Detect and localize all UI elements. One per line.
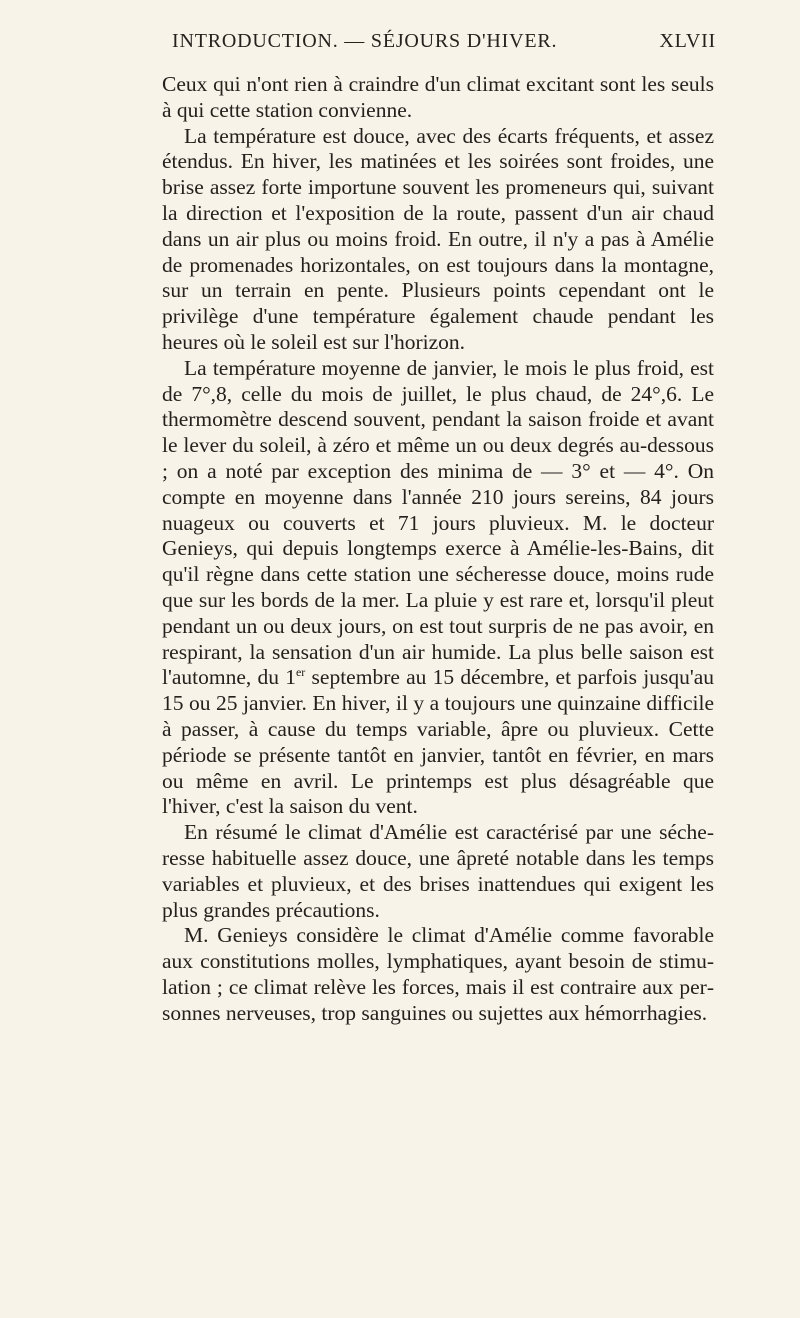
paragraph-3-part-b: septembre au 15 décembre, et parfois jusqu'au 15 ou 25 janvier. En hiver, il y a toujours une quinzaine difficile à passer, à cause du temps variable, âpre ou pluvieux. Cette période se présente tantôt en janvier, tantôt en février, en mars ou même en avril. Le printemps est plus désagréable que l'hiver, c'est la saison du vent. [162,665,714,819]
paragraph-3 [162,356,714,820]
paragraph-4: En résumé le climat d'Amélie est caractérisé par une sécheresse habituelle assez douce, une âpreté notable dans les temps variables et pluvieux, et des brises inattendues qui exigent les plus grandes précautions. [162,820,714,922]
paragraph-1: Ceux qui n'ont rien à craindre d'un climat excitant sont les seuls à qui cette station convienne. [162,72,714,122]
superscript-er: er [295,665,306,680]
body-text [162,72,714,1026]
paragraph-3-part-a: La température moyenne de janvier, le mois le plus froid, est de 7°,8, celle du mois de juillet, le plus chaud, de 24°,6. Le thermomètre descend souvent, pendant la saison froide et avant le lever du soleil, à zéro et même un ou deux degrés au-dessous ; on a noté par exception des minima de — 3° et — 4°. On compte en moyenne dans l'année 210 jours sereins, 84 jours nuageux ou couverts et 71 jours pluvieux. M. le docteur Genieys, qui depuis longtemps exerce à Amélie-les-Bains, dit qu'il règne dans cette station une sécheresse douce, moins rude que sur les bords de la mer. La pluie y est rare et, lorsqu'il pleut pendant un ou deux jours, on est tout surpris de ne pas avoir, en respirant, la sensation d'un air humide. La plus belle saison est l'automne, du 1 [162,355,714,690]
running-title: INTRODUCTION. — SÉJOURS D'HIVER. [172,30,558,52]
running-header [172,30,716,60]
paragraph-5: M. Genieys considère le climat d'Amélie comme favorable aux constitutions molles, lymphatiques, ayant besoin de stimulation ; ce climat relève les forces, mais il est contraire aux personnes nerveuses, trop sanguines ou sujettes aux hémorrhagies. [162,923,714,1025]
page-number: XLVII [659,30,716,52]
paragraph-2: La température est douce, avec des écarts fréquents, et assez étendus. En hiver, les matinées et les soirées sont froides, une brise assez forte importune souvent les promeneurs qui, suivant la direction et l'exposition de la route, passent d'un air chaud dans un air plus ou moins froid. En outre, il n'y a pas à Amélie de promenades horizontales, on est toujours dans la montagne, sur un terrain en pente. Plusieurs points cependant ont le privilège d'une température également chaude pendant les heures où le soleil est sur l'horizon. [162,123,714,354]
